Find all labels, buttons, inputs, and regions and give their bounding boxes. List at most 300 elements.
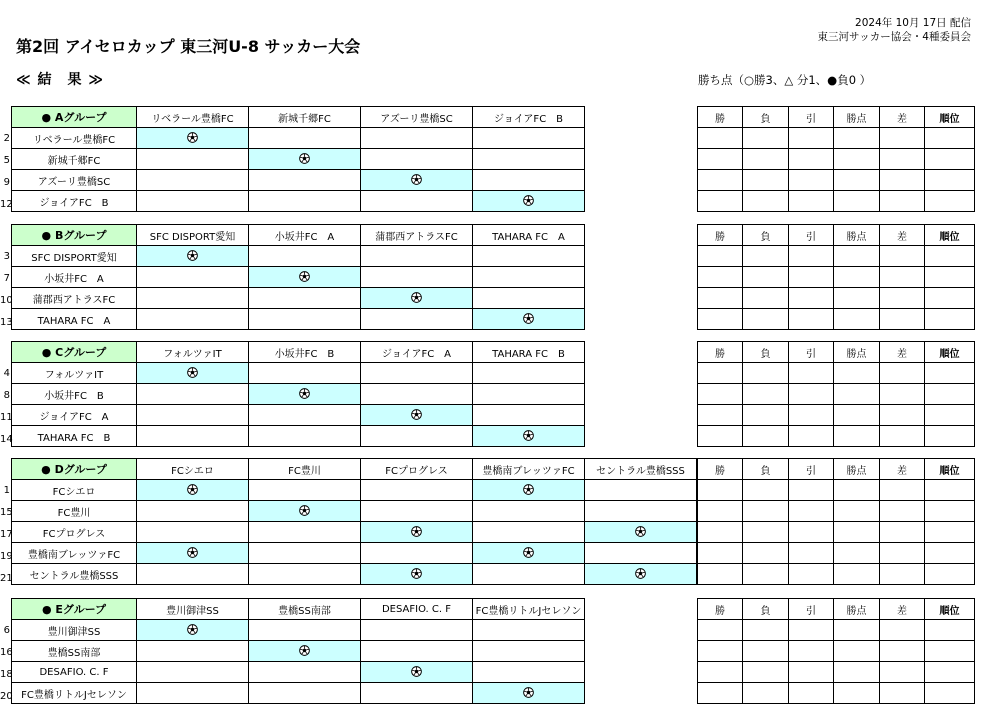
soccer-ball-icon	[635, 526, 646, 537]
column-team-header: 小坂井FC A	[249, 225, 361, 246]
stats-cell	[789, 480, 834, 501]
match-cell	[249, 405, 361, 426]
stats-header-cell: 勝点	[834, 107, 880, 128]
soccer-ball-icon	[523, 430, 534, 441]
match-cell	[137, 309, 249, 330]
column-team-header: 豊橋南ブレッツァFC	[473, 459, 585, 480]
table-row	[12, 246, 585, 267]
match-cell	[137, 246, 249, 267]
stats-cell	[925, 683, 975, 704]
stats-row	[698, 309, 975, 330]
match-cell	[473, 309, 585, 330]
column-team-header: FCプログレス	[361, 459, 473, 480]
soccer-ball-icon	[523, 195, 534, 206]
column-team-header: フォルツァIT	[137, 342, 249, 363]
match-cell	[137, 426, 249, 447]
stats-header-cell: 負	[743, 459, 789, 480]
stats-cell	[834, 683, 880, 704]
match-cell	[361, 149, 473, 170]
match-cell	[137, 149, 249, 170]
match-cell	[137, 363, 249, 384]
stats-header-cell: 順位	[925, 107, 975, 128]
table-row	[12, 543, 697, 564]
stats-cell	[698, 662, 743, 683]
soccer-ball-icon	[411, 409, 422, 420]
results-heading: ≪ 結 果 ≫	[16, 72, 105, 88]
stats-cell	[743, 501, 789, 522]
team-number: 6	[3, 625, 10, 636]
group-0-stats-table	[697, 106, 975, 212]
group-0-match-table	[11, 106, 585, 212]
stats-cell	[743, 480, 789, 501]
team-number: 5	[3, 155, 10, 166]
soccer-ball-icon	[523, 313, 534, 324]
stats-header-cell: 負	[743, 342, 789, 363]
match-cell	[249, 363, 361, 384]
stats-cell	[789, 128, 834, 149]
match-cell	[473, 384, 585, 405]
stats-cell	[698, 522, 743, 543]
stats-cell	[789, 620, 834, 641]
stats-cell	[925, 309, 975, 330]
match-cell	[137, 288, 249, 309]
match-cell	[585, 543, 697, 564]
team-number: 14	[0, 434, 13, 445]
row-team-name: 豊橋SS南部	[12, 641, 137, 662]
match-cell	[473, 641, 585, 662]
soccer-ball-icon	[411, 666, 422, 677]
match-cell	[473, 522, 585, 543]
stats-cell	[834, 149, 880, 170]
stats-cell	[925, 405, 975, 426]
row-team-name: FC豊川	[12, 501, 137, 522]
match-cell	[361, 405, 473, 426]
stats-header-cell: 順位	[925, 599, 975, 620]
match-cell	[361, 564, 473, 585]
stats-cell	[789, 267, 834, 288]
group-3-stats-table	[697, 458, 975, 585]
stats-header-cell: 勝	[698, 342, 743, 363]
match-cell	[361, 683, 473, 704]
column-team-header: TAHARA FC A	[473, 225, 585, 246]
stats-cell	[834, 522, 880, 543]
stats-cell	[698, 405, 743, 426]
group-3-match-table	[11, 458, 697, 585]
row-team-name: フォルツァIT	[12, 363, 137, 384]
match-cell	[473, 288, 585, 309]
stats-cell	[925, 191, 975, 212]
match-cell	[249, 641, 361, 662]
column-team-header: アズーリ豊橋SC	[361, 107, 473, 128]
group-2-match-table	[11, 341, 585, 447]
column-team-header: FC豊橋リトルJセレソン	[473, 599, 585, 620]
stats-header-cell: 差	[880, 107, 925, 128]
stats-cell	[880, 641, 925, 662]
stats-cell	[743, 662, 789, 683]
stats-header-cell: 引	[789, 459, 834, 480]
row-team-name: 豊橋南ブレッツァFC	[12, 543, 137, 564]
stats-cell	[880, 128, 925, 149]
match-cell	[361, 522, 473, 543]
stats-header-cell: 勝点	[834, 599, 880, 620]
stats-header-cell: 差	[880, 599, 925, 620]
team-number: 3	[3, 251, 10, 262]
stats-cell	[925, 543, 975, 564]
stats-cell	[698, 128, 743, 149]
stats-cell	[698, 267, 743, 288]
table-row	[12, 149, 585, 170]
table-row	[12, 405, 585, 426]
stats-cell	[880, 543, 925, 564]
stats-row	[698, 543, 975, 564]
stats-cell	[834, 662, 880, 683]
stats-cell	[834, 170, 880, 191]
stats-row	[698, 149, 975, 170]
stats-cell	[698, 683, 743, 704]
stats-row	[698, 246, 975, 267]
stats-cell	[925, 641, 975, 662]
match-cell	[473, 620, 585, 641]
soccer-ball-icon	[187, 250, 198, 261]
group-2-stats-table	[697, 341, 975, 447]
team-number: 16	[0, 647, 13, 658]
team-number: 20	[0, 691, 13, 702]
stats-cell	[743, 564, 789, 585]
stats-cell	[789, 191, 834, 212]
match-cell	[473, 683, 585, 704]
match-cell	[249, 620, 361, 641]
stats-header-cell: 勝	[698, 225, 743, 246]
soccer-ball-icon	[411, 568, 422, 579]
column-team-header: ジョイアFC B	[473, 107, 585, 128]
team-number: 8	[3, 390, 10, 401]
match-cell	[249, 170, 361, 191]
row-team-name: FC豊橋リトルJセレソン	[12, 683, 137, 704]
stats-cell	[698, 641, 743, 662]
stats-cell	[789, 564, 834, 585]
stats-cell	[834, 501, 880, 522]
match-cell	[137, 170, 249, 191]
match-cell	[473, 246, 585, 267]
row-team-name: SFC DISPORT愛知	[12, 246, 137, 267]
soccer-ball-icon	[299, 153, 310, 164]
stats-header-cell: 負	[743, 225, 789, 246]
stats-cell	[880, 405, 925, 426]
stats-cell	[880, 246, 925, 267]
soccer-ball-icon	[299, 388, 310, 399]
match-cell	[249, 426, 361, 447]
column-team-header: セントラル豊橋SSS	[585, 459, 697, 480]
stats-cell	[789, 662, 834, 683]
stats-row	[698, 480, 975, 501]
match-cell	[473, 363, 585, 384]
stats-cell	[834, 288, 880, 309]
table-row	[12, 480, 697, 501]
table-row	[12, 170, 585, 191]
stats-header-cell: 差	[880, 225, 925, 246]
stats-cell	[789, 288, 834, 309]
match-cell	[473, 426, 585, 447]
team-number: 2	[3, 133, 10, 144]
stats-cell	[925, 288, 975, 309]
stats-cell	[743, 543, 789, 564]
stats-header-row	[698, 107, 975, 128]
row-team-name: TAHARA FC A	[12, 309, 137, 330]
stats-cell	[880, 662, 925, 683]
row-team-name: 豊川御津SS	[12, 620, 137, 641]
stats-cell	[698, 191, 743, 212]
table-row	[12, 288, 585, 309]
match-cell	[585, 522, 697, 543]
match-cell	[137, 405, 249, 426]
team-number: 18	[0, 669, 13, 680]
match-cell	[473, 267, 585, 288]
stats-cell	[743, 191, 789, 212]
stats-header-row	[698, 225, 975, 246]
stats-cell	[834, 620, 880, 641]
match-cell	[585, 501, 697, 522]
group-header-row	[12, 342, 585, 363]
stats-header-cell: 勝点	[834, 342, 880, 363]
stats-header-cell: 勝	[698, 459, 743, 480]
column-team-header: 小坂井FC B	[249, 342, 361, 363]
soccer-ball-icon	[299, 505, 310, 516]
stats-cell	[834, 363, 880, 384]
soccer-ball-icon	[411, 526, 422, 537]
match-cell	[361, 170, 473, 191]
stats-header-cell: 引	[789, 342, 834, 363]
stats-header-cell: 引	[789, 107, 834, 128]
stats-row	[698, 641, 975, 662]
match-cell	[473, 149, 585, 170]
soccer-ball-icon	[299, 645, 310, 656]
match-cell	[361, 363, 473, 384]
stats-cell	[743, 246, 789, 267]
row-team-name: 小坂井FC B	[12, 384, 137, 405]
match-cell	[361, 620, 473, 641]
stats-row	[698, 288, 975, 309]
row-team-name: アズーリ豊橋SC	[12, 170, 137, 191]
match-cell	[137, 384, 249, 405]
table-row	[12, 267, 585, 288]
table-row	[12, 662, 585, 683]
stats-row	[698, 170, 975, 191]
match-cell	[137, 683, 249, 704]
stats-row	[698, 620, 975, 641]
group-label: ● Bグループ	[12, 225, 137, 246]
soccer-ball-icon	[523, 484, 534, 495]
group-label: ● Aグループ	[12, 107, 137, 128]
stats-header-cell: 負	[743, 599, 789, 620]
row-team-name: DESAFIO. C. F	[12, 662, 137, 683]
row-team-name: FCシエロ	[12, 480, 137, 501]
stats-cell	[789, 363, 834, 384]
column-team-header: TAHARA FC B	[473, 342, 585, 363]
team-number: 9	[3, 177, 10, 188]
stats-header-cell: 差	[880, 459, 925, 480]
group-label: ● Eグループ	[12, 599, 137, 620]
stats-row	[698, 384, 975, 405]
match-cell	[249, 246, 361, 267]
match-cell	[249, 522, 361, 543]
stats-cell	[880, 564, 925, 585]
table-row	[12, 683, 585, 704]
team-number: 17	[0, 529, 13, 540]
stats-header-cell: 引	[789, 225, 834, 246]
match-cell	[361, 480, 473, 501]
team-number: 19	[0, 551, 13, 562]
column-team-header: FCシエロ	[137, 459, 249, 480]
stats-cell	[880, 288, 925, 309]
stats-cell	[925, 384, 975, 405]
table-row	[12, 641, 585, 662]
stats-cell	[789, 309, 834, 330]
stats-cell	[789, 170, 834, 191]
stats-cell	[880, 363, 925, 384]
stats-header-cell: 引	[789, 599, 834, 620]
stats-cell	[925, 128, 975, 149]
stats-cell	[925, 267, 975, 288]
match-cell	[473, 564, 585, 585]
stats-cell	[925, 480, 975, 501]
stats-cell	[698, 288, 743, 309]
soccer-ball-icon	[187, 624, 198, 635]
stats-cell	[698, 543, 743, 564]
stats-cell	[698, 564, 743, 585]
stats-cell	[880, 480, 925, 501]
stats-cell	[789, 522, 834, 543]
stats-cell	[698, 246, 743, 267]
stats-cell	[789, 426, 834, 447]
stats-row	[698, 522, 975, 543]
stats-cell	[743, 128, 789, 149]
row-team-name: ジョイアFC B	[12, 191, 137, 212]
stats-cell	[789, 543, 834, 564]
column-team-header: SFC DISPORT愛知	[137, 225, 249, 246]
stats-row	[698, 683, 975, 704]
soccer-ball-icon	[411, 292, 422, 303]
stats-header-cell: 勝点	[834, 225, 880, 246]
stats-cell	[789, 149, 834, 170]
column-team-header: リベラール豊橋FC	[137, 107, 249, 128]
group-header-row	[12, 599, 585, 620]
group-4-stats-table	[697, 598, 975, 704]
row-team-name: 小坂井FC A	[12, 267, 137, 288]
stats-cell	[743, 641, 789, 662]
match-cell	[361, 267, 473, 288]
stats-cell	[834, 543, 880, 564]
stats-cell	[789, 683, 834, 704]
stats-cell	[698, 501, 743, 522]
soccer-ball-icon	[411, 174, 422, 185]
publish-date: 2024年 10月 17日 配信	[855, 17, 971, 29]
team-number: 21	[0, 573, 13, 584]
team-number: 10	[0, 295, 13, 306]
match-cell	[249, 149, 361, 170]
stats-header-cell: 順位	[925, 225, 975, 246]
group-header-row	[12, 459, 697, 480]
team-number: 11	[0, 412, 13, 423]
stats-cell	[834, 384, 880, 405]
match-cell	[137, 641, 249, 662]
match-cell	[137, 662, 249, 683]
soccer-ball-icon	[299, 271, 310, 282]
stats-cell	[743, 620, 789, 641]
match-cell	[137, 543, 249, 564]
stats-cell	[834, 267, 880, 288]
stats-cell	[834, 191, 880, 212]
stats-cell	[834, 641, 880, 662]
stats-cell	[834, 405, 880, 426]
column-team-header: 蒲郡西アトラスFC	[361, 225, 473, 246]
match-cell	[473, 480, 585, 501]
stats-header-cell: 勝点	[834, 459, 880, 480]
match-cell	[249, 543, 361, 564]
match-cell	[473, 170, 585, 191]
stats-cell	[743, 522, 789, 543]
match-cell	[361, 543, 473, 564]
table-row	[12, 501, 697, 522]
match-cell	[137, 191, 249, 212]
match-cell	[137, 620, 249, 641]
match-cell	[585, 564, 697, 585]
stats-row	[698, 405, 975, 426]
stats-cell	[925, 522, 975, 543]
stats-header-cell: 順位	[925, 342, 975, 363]
table-row	[12, 191, 585, 212]
stats-cell	[834, 426, 880, 447]
match-cell	[585, 480, 697, 501]
stats-cell	[834, 480, 880, 501]
stats-header-cell: 順位	[925, 459, 975, 480]
stats-cell	[789, 405, 834, 426]
stats-cell	[743, 288, 789, 309]
table-row	[12, 363, 585, 384]
match-cell	[137, 522, 249, 543]
stats-cell	[925, 501, 975, 522]
team-number: 13	[0, 317, 13, 328]
stats-header-row	[698, 342, 975, 363]
match-cell	[249, 309, 361, 330]
stats-cell	[789, 641, 834, 662]
match-cell	[361, 426, 473, 447]
team-number: 4	[3, 368, 10, 379]
stats-cell	[880, 620, 925, 641]
match-cell	[473, 662, 585, 683]
row-team-name: 蒲郡西アトラスFC	[12, 288, 137, 309]
table-row	[12, 384, 585, 405]
page-title: 第2回 アイセロカップ 東三河U-8 サッカー大会	[16, 37, 361, 56]
stats-cell	[925, 426, 975, 447]
row-team-name: ジョイアFC A	[12, 405, 137, 426]
column-team-header: FC豊川	[249, 459, 361, 480]
stats-cell	[925, 662, 975, 683]
match-cell	[473, 543, 585, 564]
match-cell	[137, 267, 249, 288]
stats-cell	[834, 246, 880, 267]
column-team-header: 新城千郷FC	[249, 107, 361, 128]
match-cell	[249, 564, 361, 585]
stats-cell	[880, 522, 925, 543]
team-number: 15	[0, 507, 13, 518]
soccer-ball-icon	[523, 687, 534, 698]
stats-header-row	[698, 599, 975, 620]
stats-cell	[834, 309, 880, 330]
team-number: 12	[0, 199, 13, 210]
stats-cell	[743, 384, 789, 405]
row-team-name: リベラール豊橋FC	[12, 128, 137, 149]
stats-cell	[698, 309, 743, 330]
